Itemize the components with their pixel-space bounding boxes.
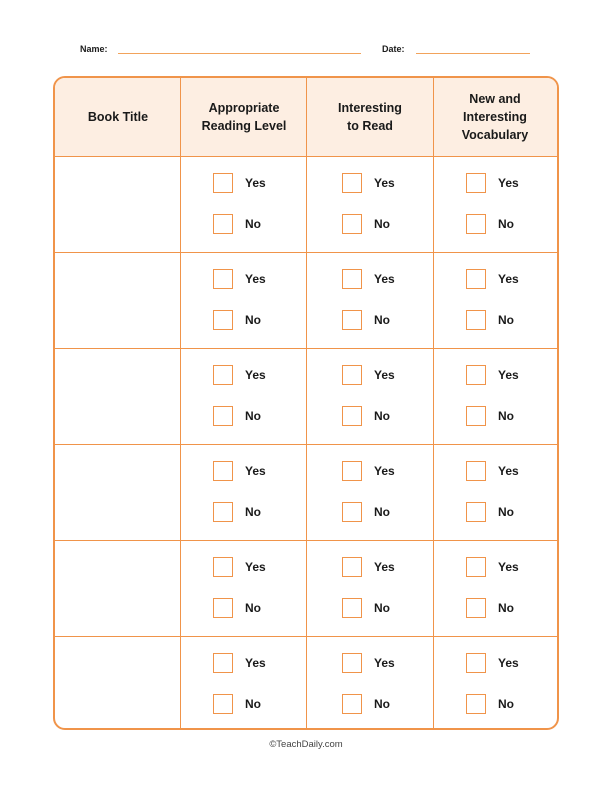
reading-level-yes-option[interactable] (213, 269, 266, 289)
vocabulary-no-option[interactable] (466, 598, 514, 618)
column-divider (306, 78, 307, 728)
interesting-no-option[interactable] (342, 502, 390, 522)
vocabulary-yes-option[interactable] (466, 557, 519, 577)
book-title-cell[interactable] (55, 636, 180, 730)
vocabulary-no-option[interactable] (466, 406, 514, 426)
option-label: No (245, 697, 261, 711)
checkbox[interactable] (466, 173, 486, 193)
option-label: No (245, 409, 261, 423)
vocabulary-yes-option[interactable] (466, 269, 519, 289)
vocabulary-no-option[interactable] (466, 694, 514, 714)
checkbox[interactable] (466, 557, 486, 577)
checkbox[interactable] (213, 406, 233, 426)
option-label: Yes (374, 560, 395, 574)
reading-level-yes-option[interactable] (213, 653, 266, 673)
column-header-interesting: Interesting to Read (338, 100, 402, 133)
option-label: Yes (245, 560, 266, 574)
option-label: No (245, 217, 261, 231)
checkbox[interactable] (342, 310, 362, 330)
checkbox[interactable] (342, 694, 362, 714)
option-label: No (374, 313, 390, 327)
option-label: No (245, 505, 261, 519)
checkbox[interactable] (213, 598, 233, 618)
option-label: No (245, 313, 261, 327)
checkbox[interactable] (466, 653, 486, 673)
book-evaluation-table (53, 76, 559, 730)
reading-level-no-option[interactable] (213, 598, 261, 618)
interesting-yes-option[interactable] (342, 653, 395, 673)
option-label: Yes (498, 560, 519, 574)
reading-level-yes-option[interactable] (213, 461, 266, 481)
option-label: No (374, 409, 390, 423)
option-label: Yes (374, 656, 395, 670)
checkbox[interactable] (466, 502, 486, 522)
checkbox[interactable] (342, 173, 362, 193)
date-field[interactable] (416, 53, 530, 54)
name-label: Name: (80, 44, 108, 54)
reading-level-no-option[interactable] (213, 310, 261, 330)
checkbox[interactable] (342, 406, 362, 426)
reading-level-yes-option[interactable] (213, 557, 266, 577)
vocabulary-yes-option[interactable] (466, 173, 519, 193)
checkbox[interactable] (213, 269, 233, 289)
option-label: No (498, 217, 514, 231)
checkbox[interactable] (466, 598, 486, 618)
checkbox[interactable] (213, 557, 233, 577)
option-label: Yes (245, 368, 266, 382)
vocabulary-yes-option[interactable] (466, 461, 519, 481)
option-label: No (498, 601, 514, 615)
copyright-footer: ©TeachDaily.com (269, 739, 343, 750)
checkbox[interactable] (342, 214, 362, 234)
option-label: No (374, 505, 390, 519)
interesting-yes-option[interactable] (342, 173, 395, 193)
book-title-cell[interactable] (55, 252, 180, 348)
checkbox[interactable] (342, 365, 362, 385)
interesting-yes-option[interactable] (342, 557, 395, 577)
checkbox[interactable] (342, 461, 362, 481)
option-label: No (498, 409, 514, 423)
vocabulary-no-option[interactable] (466, 310, 514, 330)
option-label: No (374, 217, 390, 231)
checkbox[interactable] (466, 365, 486, 385)
checkbox[interactable] (342, 502, 362, 522)
column-header-book-title: Book Title (87, 109, 149, 124)
checkbox[interactable] (213, 214, 233, 234)
book-title-cell[interactable] (55, 348, 180, 444)
checkbox[interactable] (213, 173, 233, 193)
checkbox[interactable] (213, 365, 233, 385)
checkbox[interactable] (466, 406, 486, 426)
option-label: Yes (245, 464, 266, 478)
checkbox[interactable] (213, 653, 233, 673)
reading-level-no-option[interactable] (213, 214, 261, 234)
reading-level-yes-option[interactable] (213, 173, 266, 193)
interesting-yes-option[interactable] (342, 269, 395, 289)
option-label: No (498, 313, 514, 327)
checkbox[interactable] (342, 653, 362, 673)
interesting-yes-option[interactable] (342, 461, 395, 481)
vocabulary-no-option[interactable] (466, 214, 514, 234)
option-label: No (245, 601, 261, 615)
option-label: Yes (374, 176, 395, 190)
option-label: No (498, 505, 514, 519)
checkbox[interactable] (466, 694, 486, 714)
option-label: No (374, 601, 390, 615)
reading-level-no-option[interactable] (213, 406, 261, 426)
vocabulary-no-option[interactable] (466, 502, 514, 522)
reading-level-no-option[interactable] (213, 694, 261, 714)
name-field[interactable] (118, 53, 361, 54)
option-label: Yes (245, 176, 266, 190)
option-label: Yes (498, 464, 519, 478)
checkbox[interactable] (213, 694, 233, 714)
column-divider (180, 78, 181, 728)
checkbox[interactable] (213, 461, 233, 481)
checkbox[interactable] (342, 598, 362, 618)
interesting-yes-option[interactable] (342, 365, 395, 385)
column-header-vocabulary: New and Interesting Vocabulary (461, 91, 529, 143)
interesting-no-option[interactable] (342, 406, 390, 426)
option-label: Yes (374, 464, 395, 478)
column-divider (433, 78, 434, 728)
checkbox[interactable] (466, 214, 486, 234)
option-label: Yes (498, 656, 519, 670)
reading-level-yes-option[interactable] (213, 365, 266, 385)
interesting-no-option[interactable] (342, 598, 390, 618)
vocabulary-yes-option[interactable] (466, 653, 519, 673)
checkbox[interactable] (342, 557, 362, 577)
reading-level-no-option[interactable] (213, 502, 261, 522)
date-label: Date: (382, 44, 405, 54)
option-label: Yes (498, 368, 519, 382)
checkbox[interactable] (466, 310, 486, 330)
book-title-cell[interactable] (55, 540, 180, 636)
vocabulary-yes-option[interactable] (466, 365, 519, 385)
book-title-cell[interactable] (55, 444, 180, 540)
checkbox[interactable] (213, 502, 233, 522)
interesting-no-option[interactable] (342, 310, 390, 330)
option-label: Yes (498, 272, 519, 286)
interesting-no-option[interactable] (342, 694, 390, 714)
option-label: Yes (374, 368, 395, 382)
option-label: Yes (498, 176, 519, 190)
option-label: Yes (245, 656, 266, 670)
checkbox[interactable] (213, 310, 233, 330)
option-label: No (498, 697, 514, 711)
checkbox[interactable] (466, 269, 486, 289)
checkbox[interactable] (342, 269, 362, 289)
option-label: Yes (245, 272, 266, 286)
column-header-reading-level: Appropriate Reading Level (201, 100, 287, 133)
option-label: No (374, 697, 390, 711)
book-title-cell[interactable] (55, 156, 180, 252)
checkbox[interactable] (466, 461, 486, 481)
interesting-no-option[interactable] (342, 214, 390, 234)
option-label: Yes (374, 272, 395, 286)
